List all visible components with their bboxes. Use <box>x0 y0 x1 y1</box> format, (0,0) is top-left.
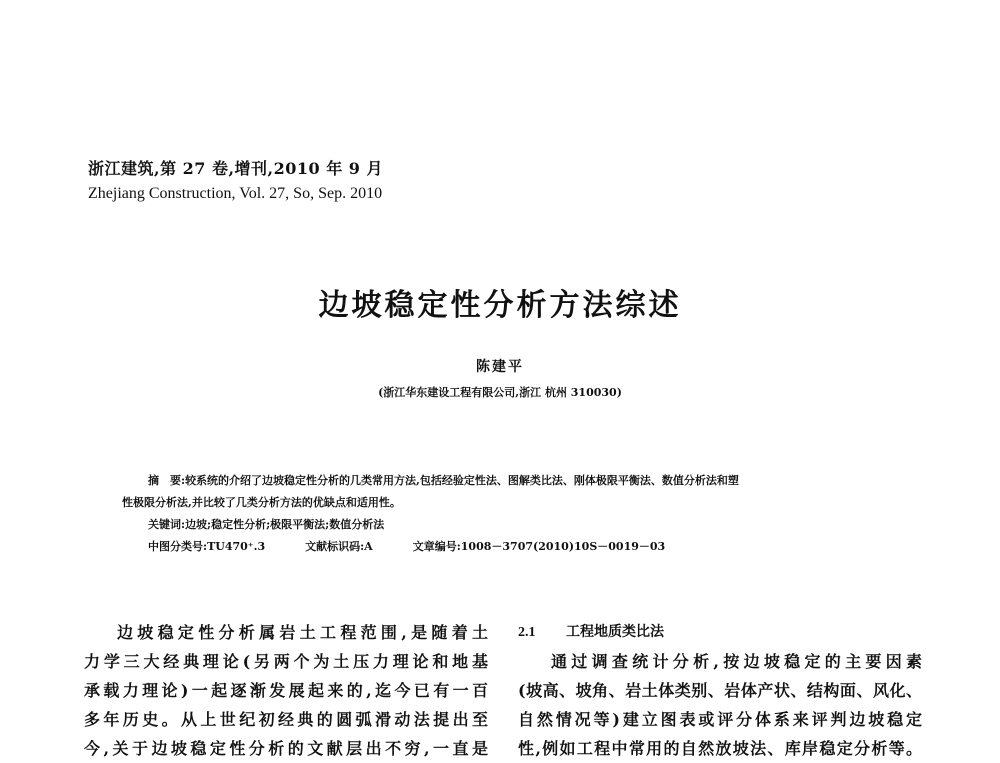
abstract-block <box>122 470 892 558</box>
classification-line <box>122 536 892 558</box>
keywords-label: 关键词: <box>148 518 186 531</box>
abstract-text-1: 较系统的介绍了边坡稳定性分析的几类常用方法,包括经验定性法、图解类比法、刚体极限平衡法、数值分析法和塑 <box>185 474 739 487</box>
keywords-line <box>122 514 892 536</box>
article-no-item <box>413 536 666 558</box>
body-line: 边坡稳定性分析属岩土工程范围,是随着土 <box>117 623 488 642</box>
abstract-line-1 <box>122 470 892 492</box>
body-line: 力学三大经典理论(另两个为土压力理论和地基 <box>84 652 488 671</box>
body-line: (坡高、坡角、岩土体类别、岩体产状、结构面、风化、 <box>518 681 922 700</box>
clc-label: 中图分类号: <box>148 540 208 553</box>
journal-citation-cn: 浙江建筑,第 27 卷,增刊,2010 年 9 月 <box>88 159 383 178</box>
abstract-line-2: 性极限分析法,并比较了几类分析方法的优缺点和适用性。 <box>122 496 401 509</box>
paper-title: 边坡稳定性分析方法综述 <box>318 288 682 323</box>
doc-code-label: 文献标识码: <box>305 540 365 553</box>
doc-code-item <box>305 536 373 558</box>
article-no-value: 1008－3707(2010)10S－0019－03 <box>460 540 666 553</box>
body-line: 今,关于边坡稳定性分析的文献层出不穷,一直是 <box>84 739 488 758</box>
doc-code-value: A <box>364 540 373 553</box>
body-line: 自然情况等)建立图表或评分体系来评判边坡稳定 <box>518 710 922 729</box>
body-line: 性,例如工程中常用的自然放坡法、库岸稳定分析等。 <box>518 739 922 758</box>
body-column-left <box>84 618 488 763</box>
body-line: 通过调查统计分析,按边坡稳定的主要因素 <box>551 652 922 671</box>
article-no-label: 文章编号: <box>412 540 461 553</box>
section-heading <box>518 618 922 647</box>
section-number: 2.1 <box>518 625 536 640</box>
clc-value: TU470⁺.3 <box>207 540 266 553</box>
body-line: 承载力理论)一起逐渐发展起来的,迄今已有一百 <box>84 681 488 700</box>
body-column-right <box>518 618 922 763</box>
clc-item <box>148 536 265 558</box>
abstract-label: 摘 要: <box>148 474 186 487</box>
author-affiliation: (浙江华东建设工程有限公司,浙江 杭州 310030) <box>378 386 622 399</box>
keywords-text: 边坡;稳定性分析;极限平衡法;数值分析法 <box>185 518 385 531</box>
journal-citation-en: Zhejiang Construction, Vol. 27, So, Sep. 2010 <box>88 185 383 202</box>
author-name: 陈建平 <box>476 359 524 375</box>
section-title: 工程地质类比法 <box>566 624 664 640</box>
body-line: 多年历史。从上世纪初经典的圆弧滑动法提出至 <box>84 710 488 729</box>
